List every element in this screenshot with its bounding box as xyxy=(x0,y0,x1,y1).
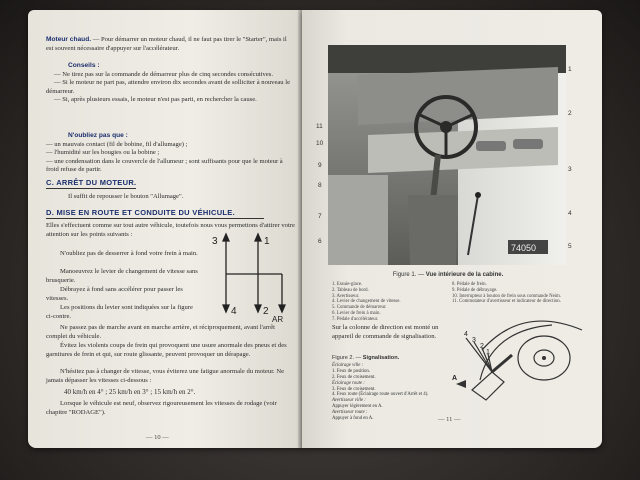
seat xyxy=(328,175,388,265)
fig2-legend-item: 4. Feux route (Éclairage route ouvert d'Arrêt et 4). xyxy=(332,392,429,398)
fig2-legend-item: Éclairage route : xyxy=(332,380,365,386)
arrow-3-icon xyxy=(223,234,229,241)
fig1-callout-11: 11 xyxy=(316,123,323,130)
fig1-legend-item: 3. Avertisseur. xyxy=(332,293,360,299)
gear-label-3: 3 xyxy=(212,236,218,247)
fig2-label-4: 4 xyxy=(464,331,468,338)
section-c-title: C. ARRÊT DU MOTEUR. xyxy=(46,178,137,187)
section-d-line-4: Débrayez à fond sans accélérer pour passer les vitesses. xyxy=(46,286,183,302)
oubliez-line-1: — un mauvais contact (fil de bobine, fil d'allumage) ; xyxy=(46,140,188,148)
section-d-underline xyxy=(46,218,264,219)
fig2-legend-item: 2. Feux de croisement. xyxy=(332,374,376,380)
section-d-line-6: Ne passez pas de marche avant en marche arrière, et réciproquement, avant l'arrêt complet du véhicule. xyxy=(46,324,276,340)
fig1-caption xyxy=(328,272,568,278)
right-folio: — 11 — xyxy=(438,416,461,423)
left-folio: — 10 — xyxy=(146,434,169,441)
rodage-text: Lorsque le véhicule est neuf, observez rigoureusement les vitesses de rodage (voir chapitre "RODAGE"). xyxy=(46,400,277,416)
conseils-block xyxy=(46,62,294,105)
fig1-legend-item: 9. Pédale de débrayage. xyxy=(452,287,498,293)
fig1-caption-label: Figure 1. — xyxy=(392,272,425,278)
section-c-text: Il suffit de repousser le bouton "Allumage". xyxy=(68,193,184,200)
fig1-legend-item: 5. Commande de démarreur. xyxy=(332,305,387,311)
moteur-chaud-title: Moteur chaud. xyxy=(46,36,92,43)
open-booklet xyxy=(28,10,616,448)
section-d-line-8: N'hésitez pas à changer de vitesse, vous éviterez une fatigue anormale du moteur. Ne jamais dépasser les vitesses ci-dessous : xyxy=(46,368,285,384)
left-page xyxy=(28,10,302,448)
section-d-title: D. MISE EN ROUTE ET CONDUITE DU VÉHICULE. xyxy=(46,208,235,217)
fig2-label-a: A xyxy=(452,375,458,382)
conseils-line-2: — Si le moteur ne part pas, attendre environ dix secondes avant de solliciter à nouveau le démarreur. xyxy=(46,79,291,95)
fig2-legend-item: Éclairage ville : xyxy=(332,362,364,368)
fig2-legend-item: 1. Feux de position. xyxy=(332,368,370,374)
fig1-callout-5: 5 xyxy=(568,243,572,250)
floor-console xyxy=(408,195,458,265)
fig1-callout-2: 2 xyxy=(568,110,572,117)
signal-stalk xyxy=(492,355,512,372)
fig1-callout-9: 9 xyxy=(318,162,322,169)
fig1-callout-1: 1 xyxy=(568,66,572,73)
oubliez-line-3: — une condensation dans le couvercle de l'allumeur ; sont suffisants pour que le moteur à froid refuse de partir. xyxy=(46,157,283,173)
section-d-intro: Elles s'effectuent comme sur tout autre véhicule, toutefois nous vous permettons d'attirer votre attention sur les points suivants : xyxy=(46,222,295,238)
fig1-callout-7: 7 xyxy=(318,213,322,220)
cabin-interior-photo xyxy=(328,45,566,265)
fig1-legend-item: 7. Pédale d'accélérateur. xyxy=(332,316,379,322)
arrow-a-icon xyxy=(456,380,466,388)
fig2-legend-item: Appuyer légèrement en A. xyxy=(332,404,383,410)
fig1-legend-left xyxy=(332,282,452,323)
fig2-label-1: 1 xyxy=(486,349,490,356)
moteur-chaud-text: — Pour démarrer un moteur chaud, il ne faut pas tirer le "Starter", mais il est souvent nécessaire d'appuyer sur l'accélérateur. xyxy=(46,36,287,52)
steering-wheel-rim xyxy=(482,321,582,350)
fig2-legend-item: Avertisseur ville : xyxy=(332,398,366,404)
arrow-1-icon xyxy=(255,234,261,241)
conseils-line-3: — Si, après plusieurs essais, le moteur n'est pas parti, en rechercher la cause. xyxy=(54,96,257,103)
oubliez-title: N'oubliez pas que : xyxy=(68,132,128,139)
section-d-line-5: Les positions du levier sont indiquées sur la figure ci-contre. xyxy=(46,304,193,320)
dash-glovebox xyxy=(513,139,543,149)
fig2-caption-label: Figure 2. — xyxy=(332,355,362,361)
dash-vent xyxy=(476,141,506,151)
fig1-legend-item: 10. Interrupteur à bouton de frein sous commande Neim. xyxy=(452,293,561,299)
fig1-caption-title: Vue intérieure de la cabine. xyxy=(425,272,504,278)
right-page xyxy=(302,10,602,448)
gear-label-1: 1 xyxy=(264,236,270,247)
fig1-code: 74050 xyxy=(511,243,537,253)
arrow-ar-icon xyxy=(279,305,285,312)
arrow-2-icon xyxy=(255,305,261,312)
section-d-line-7: Évitez les violents coups de frein qui provoquent une usure anormale des pneus et des garnitures de frein et qui, sur route glissante, peuvent provoquer un dérapage. xyxy=(46,342,287,358)
fig2-legend-item: 3. Feux de croisement. xyxy=(332,386,376,392)
speed-limits: 40 km/h en 4° ; 25 km/h en 3° ; 15 km/h en 2°. xyxy=(64,388,196,396)
para-moteur-chaud xyxy=(46,36,294,53)
fig1-callout-6: 6 xyxy=(318,238,322,245)
fig2-label-3: 3 xyxy=(472,337,476,344)
section-d-line-2: N'oubliez pas de desserrer à fond votre frein à main. xyxy=(60,250,198,257)
oubliez-line-2: — l'humidité sur les bougies ou la bobine ; xyxy=(46,149,160,156)
fig1-legend-item: 8. Pédale de frein. xyxy=(452,282,487,287)
fig1-callout-10: 10 xyxy=(316,140,324,147)
conseils-title: Conseils : xyxy=(68,62,100,69)
arrow-4-icon xyxy=(223,305,229,312)
fig1-legend-right xyxy=(452,282,572,305)
fig1-legend-item: 6. Levier de frein à main. xyxy=(332,310,381,316)
gear-shift-diagram xyxy=(204,230,290,322)
fig2-intro: Sur la colonne de direction est monté un appareil de commande de signalisation. xyxy=(332,324,439,340)
fig2-caption xyxy=(332,356,452,362)
conseils-line-1: — Ne tirez pas sur la commande de démarreur plus de cinq secondes consécutives. xyxy=(54,70,273,78)
fig1-legend-item: 11. Commutateur d'avertisseur et indicateur de direction. xyxy=(452,299,561,305)
fig1-callout-3: 3 xyxy=(568,166,572,173)
section-c-underline xyxy=(46,188,136,189)
signal-control-drawing xyxy=(452,310,592,430)
oubliez-block xyxy=(46,132,294,175)
fig2-label-2: 2 xyxy=(480,343,484,350)
section-d-line-3: Manoeuvrez le levier de changement de vitesse sans brusquerie. xyxy=(46,268,198,284)
gear-label-ar: AR xyxy=(272,315,284,322)
fig2-caption-block xyxy=(332,356,452,422)
fig1-legend-item: 4. Levier de changement de vitesse. xyxy=(332,299,401,305)
fig2-caption-title: Signalisation. xyxy=(362,355,400,361)
fig2-legend-item: Avertisseur route : xyxy=(332,410,368,416)
gear-label-2: 2 xyxy=(263,306,269,317)
fig1-legend-item: 1. Essuie-glace. xyxy=(332,282,363,287)
gear-label-4: 4 xyxy=(231,306,237,317)
fig1-legend-item: 2. Tableau de bord. xyxy=(332,287,369,293)
fig1-callout-4: 4 xyxy=(568,210,572,217)
fig2-legend-item: Appuyer à fond en A. xyxy=(332,416,374,422)
windshield xyxy=(358,67,558,125)
signal-switch xyxy=(472,372,504,400)
fig1-callout-8: 8 xyxy=(318,182,322,189)
